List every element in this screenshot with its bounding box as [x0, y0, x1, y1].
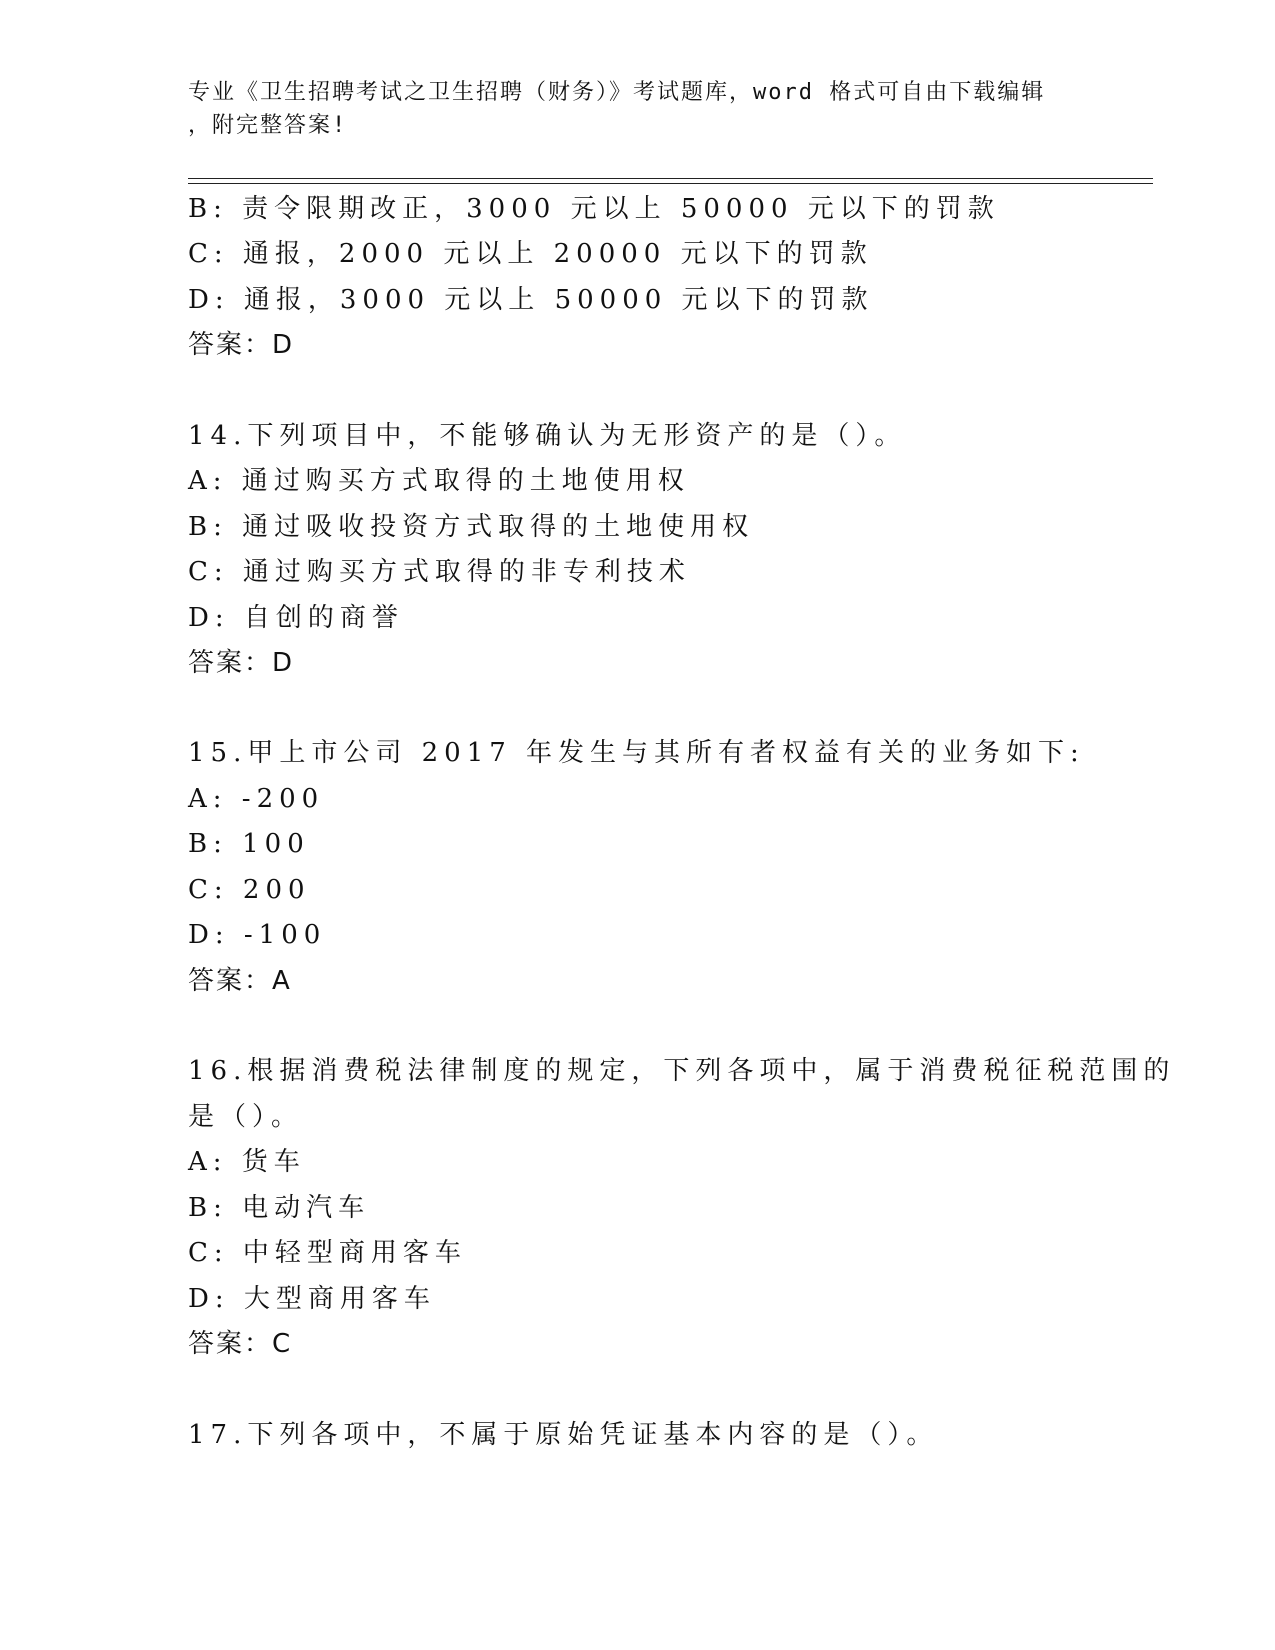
q14-question: 14.下列项目中，不能够确认为无形资产的是（）。 — [188, 421, 907, 451]
q14-option-b: B: 通过吸收投资方式取得的土地使用权 — [188, 512, 755, 542]
q16-answer: 答案：C — [188, 1329, 293, 1359]
header-line-1: 专业《卫生招聘考试之卫生招聘（财务）》考试题库，word 格式可自由下载编辑 — [188, 80, 1046, 105]
q13-option-d: D: 通报，3000 元以上 50000 元以下的罚款 — [188, 285, 874, 315]
q14-answer: 答案：D — [188, 648, 295, 678]
header-line-2: ，附完整答案! — [188, 113, 348, 138]
q13-option-b: B: 责令限期改正，3000 元以上 50000 元以下的罚款 — [188, 194, 1000, 224]
q13-answer: 答案：D — [188, 330, 295, 360]
q15-option-d: D: -100 — [188, 920, 327, 950]
header-divider-top — [188, 178, 1153, 179]
q14-option-a: A: 通过购买方式取得的土地使用权 — [188, 466, 690, 496]
q16-option-a: A: 货车 — [188, 1147, 306, 1177]
q16-question-line-2: 是（）。 — [188, 1102, 304, 1132]
q13-option-c: C: 通报，2000 元以上 20000 元以下的罚款 — [188, 239, 873, 269]
q16-option-b: B: 电动汽车 — [188, 1193, 371, 1223]
q14-option-c: C: 通过购买方式取得的非专利技术 — [188, 557, 691, 587]
q15-option-b: B: 100 — [188, 829, 310, 859]
q16-option-d: D: 大型商用客车 — [188, 1284, 436, 1314]
q15-question: 15.甲上市公司 2017 年发生与其所有者权益有关的业务如下: — [188, 738, 1085, 768]
page-header — [188, 76, 1068, 142]
q15-option-a: A: -200 — [188, 784, 325, 814]
q15-answer: 答案：A — [188, 966, 292, 996]
q14-option-d: D: 自创的商誉 — [188, 603, 404, 633]
header-divider-bottom — [188, 183, 1153, 184]
q16-question-line-1: 16.根据消费税法律制度的规定，下列各项中，属于消费税征税范围的 — [188, 1056, 1176, 1086]
q15-option-c: C: 200 — [188, 875, 311, 905]
q16-option-c: C: 中轻型商用客车 — [188, 1238, 467, 1268]
q17-question: 17.下列各项中，不属于原始凭证基本内容的是（）。 — [188, 1420, 939, 1450]
